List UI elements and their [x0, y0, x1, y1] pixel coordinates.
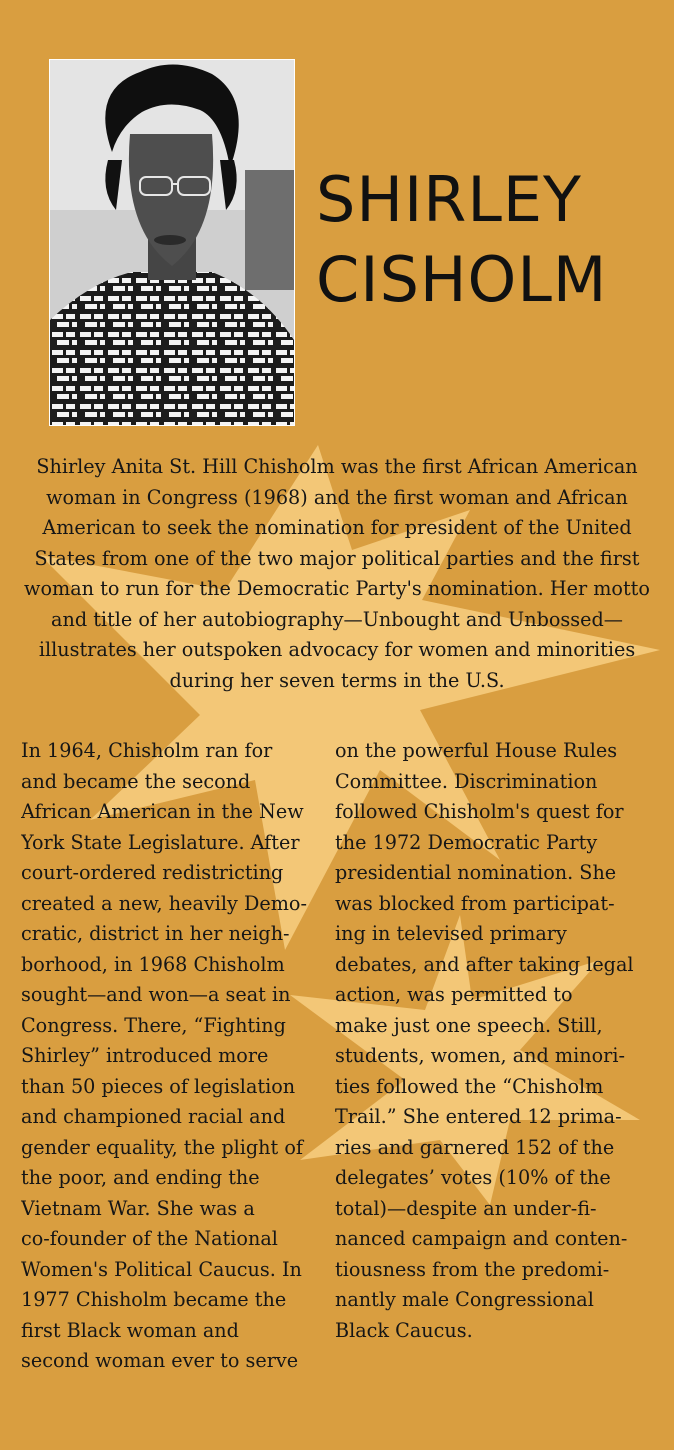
intro-paragraph: Shirley Anita St. Hill Chisholm was the first African American woman in Congress (1968) and the first woman and African American to seek the nomination for president of the United States from one of the two major political parties and the first woman to run for the Democratic Party's nomination. Her motto and title of her autobiography—Unbought and Unbossed—illustrates her outspoken advocacy for women and minorities during her seven terms in the U.S. — [24, 455, 650, 692]
text-line: first Black woman and — [21, 1318, 239, 1342]
text-line: than 50 pieces of legislation — [21, 1074, 296, 1098]
text-line: created a new, heavily Demo- — [21, 891, 307, 915]
page-title — [316, 160, 666, 320]
text-line: debates, and after taking legal — [335, 952, 634, 976]
left-column-text — [21, 736, 331, 1377]
text-line: Vietnam War. She was a — [21, 1196, 255, 1220]
text-line: Trail.” She entered 12 prima- — [335, 1105, 622, 1128]
text-line: total)—despite an under-fi- — [335, 1196, 597, 1220]
text-line: co-founder of the National — [21, 1227, 278, 1250]
text-line: 1977 Chisholm became the — [21, 1288, 287, 1311]
title-first-name: SHIRLEY — [316, 163, 582, 236]
text-line: Committee. Discrimination — [335, 769, 598, 793]
text-line: court-ordered redistricting — [21, 861, 284, 884]
text-line: ing in televised primary — [335, 922, 567, 945]
text-line: was blocked from participat- — [335, 891, 615, 915]
text-line: delegates’ votes (10% of the — [335, 1166, 611, 1189]
text-line: ries and garnered 152 of the — [335, 1135, 615, 1159]
text-line: the 1972 Democratic Party — [335, 830, 598, 854]
text-line: Black Caucus. — [335, 1318, 473, 1342]
text-line: students, women, and minori- — [335, 1044, 625, 1067]
text-line: presidential nomination. She — [335, 861, 617, 884]
right-column-text — [335, 736, 665, 1346]
text-line: cratic, district in her neigh- — [21, 922, 290, 945]
text-line: In 1964, Chisholm ran for — [21, 739, 273, 762]
title-last-name: CISHOLM — [316, 243, 608, 316]
text-line: Shirley” introduced more — [21, 1044, 269, 1067]
text-line: Congress. There, “Fighting — [21, 1013, 286, 1037]
text-line: second woman ever to serve — [21, 1349, 299, 1372]
text-line: ties followed the “Chisholm — [335, 1074, 604, 1098]
text-line: Women's Political Caucus. In — [21, 1257, 302, 1281]
text-line: sought—and won—a seat in — [21, 983, 291, 1006]
text-line: nanced campaign and conten- — [335, 1227, 628, 1250]
text-line: make just one speech. Still, — [335, 1013, 603, 1037]
text-line: African American in the New — [21, 800, 304, 823]
text-line: gender equality, the plight of — [21, 1135, 303, 1159]
text-line: followed Chisholm's quest for — [335, 800, 624, 823]
text-line: on the powerful House Rules — [335, 739, 618, 762]
text-line: nantly male Congressional — [335, 1288, 594, 1311]
text-line: action, was permitted to — [335, 983, 573, 1006]
text-line: the poor, and ending the — [21, 1166, 260, 1189]
portrait-photo — [49, 59, 295, 426]
text-line: and championed racial and — [21, 1105, 286, 1128]
text-line: York State Legislature. After — [21, 830, 300, 854]
text-line: borhood, in 1968 Chisholm — [21, 952, 285, 976]
text-line: tiousness from the predomi- — [335, 1257, 610, 1281]
text-line: and became the second — [21, 769, 251, 793]
